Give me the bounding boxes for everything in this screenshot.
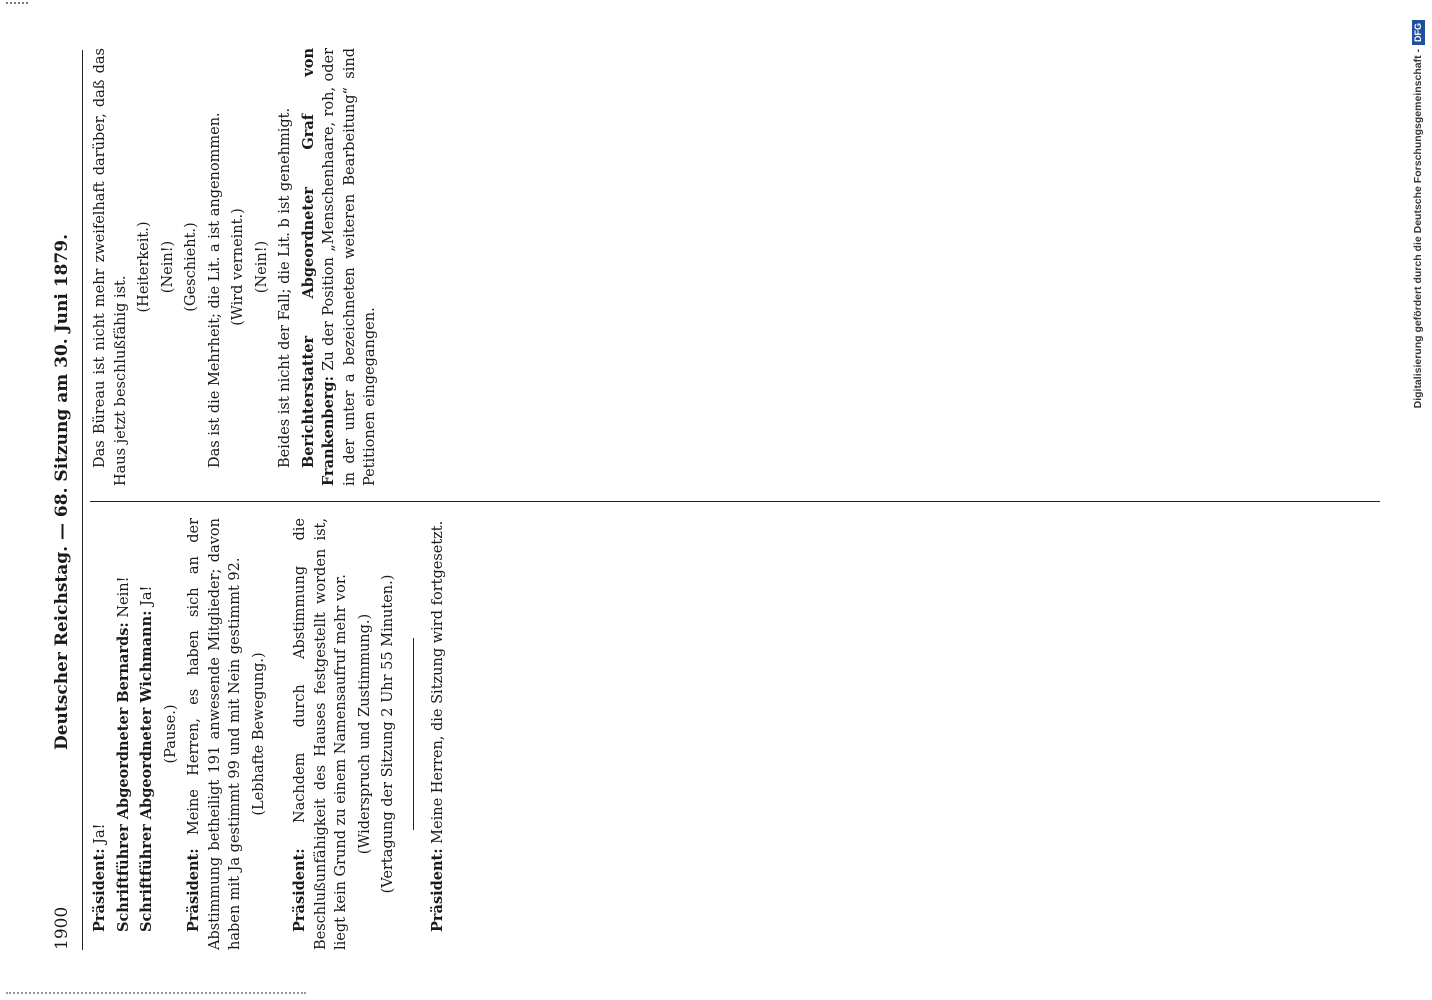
stage-note: (Wird verneint.) xyxy=(230,208,246,326)
speaker-name: Präsident: xyxy=(291,848,308,932)
header-rule xyxy=(82,50,83,950)
paragraph xyxy=(90,48,131,486)
scan-edge-mark xyxy=(6,2,28,8)
stage-note: (Vertagung der Sitzung 2 Uhr 55 Minuten.) xyxy=(380,574,396,894)
stage-note: (Pause.) xyxy=(162,704,179,764)
stage-note: (Heiterkeit.) xyxy=(136,221,152,313)
column-divider xyxy=(90,501,1380,502)
speech-text: Das Büreau ist nicht mehr zweifelhaft darüber, daß das Haus jetzt beschlußfähig ist. xyxy=(92,48,129,486)
speaker-name: Präsident: xyxy=(428,848,446,932)
speaker-name: Präsident: xyxy=(91,848,108,932)
rotated-page-content xyxy=(20,20,1380,980)
paragraph xyxy=(184,518,246,950)
spacer xyxy=(272,518,290,950)
paragraph xyxy=(428,518,449,950)
paragraph xyxy=(275,48,296,486)
speaker-name: Schriftführer Abgeordneter Wichmann: xyxy=(138,610,155,932)
speech-text: Nachdem durch Abstimmung die Beschlußunfähigkeit des Hauses festgestellt worden ist, liegt kein Grund zu einem Namensaufruf mehr vor. xyxy=(292,518,349,950)
speech-text: Meine Herren, es haben sich an der Abstimmung betheiligt 191 anwesende Mitglieder; davon haben mit Ja gestimmt 99 und mit Nein gestimmt 92. xyxy=(186,518,243,950)
credit-text: Digitalisierung gefördert durch die Deutsche Forschungsgemeinschaft - xyxy=(1412,49,1424,409)
paragraph xyxy=(205,48,226,486)
header-title: Deutscher Reichstag. — 68. Sitzung am 30. Juni 1879. xyxy=(52,234,72,750)
speech-text: Beides ist nicht der Fall; die Lit. b ist genehmigt. xyxy=(277,107,293,468)
speech-text: Zu der Position „Menschenhaare, roh, oder in der unter a bezeichneten weiteren Bearbeitung“ sind Petitionen eingegangen. xyxy=(321,48,378,486)
dfg-logo: DFG xyxy=(1412,20,1425,45)
speech-text: Meine Herren, die Sitzung wird fortgesetzt. xyxy=(429,520,446,844)
right-column xyxy=(90,48,1360,486)
speaker-name: Präsident: xyxy=(185,848,202,932)
digitization-credit xyxy=(1406,20,1430,980)
speech-text: Das ist die Mehrheit; die Lit. a ist angenommen. xyxy=(206,112,223,468)
left-column xyxy=(90,518,1360,950)
paragraph xyxy=(137,518,158,950)
speech-text: Ja! xyxy=(92,823,108,844)
scan-edge-mark xyxy=(6,992,306,998)
paragraph xyxy=(299,48,381,486)
paragraph xyxy=(290,518,352,950)
stage-note: (Nein!) xyxy=(159,240,176,294)
stage-note: (Lebhafte Bewegung.) xyxy=(250,652,267,816)
speaker-name: Berichterstatter Abgeordneter Graf von Frankenberg: xyxy=(299,48,337,486)
paragraph xyxy=(90,518,111,950)
speech-text: Nein! xyxy=(115,576,132,618)
speaker-name: Schriftführer Abgeordneter Bernards: xyxy=(114,622,132,932)
credit-text-rotated xyxy=(1406,20,1430,980)
speech-text: Ja! xyxy=(139,585,155,606)
section-rule xyxy=(413,638,414,830)
stage-note: (Nein!) xyxy=(253,240,270,294)
running-header xyxy=(52,50,76,950)
stage-note: (Geschieht.) xyxy=(183,222,199,312)
stage-note: (Widerspruch und Zustimmung.) xyxy=(356,613,373,855)
paragraph xyxy=(114,518,135,950)
page-number: 1900 xyxy=(52,906,72,950)
